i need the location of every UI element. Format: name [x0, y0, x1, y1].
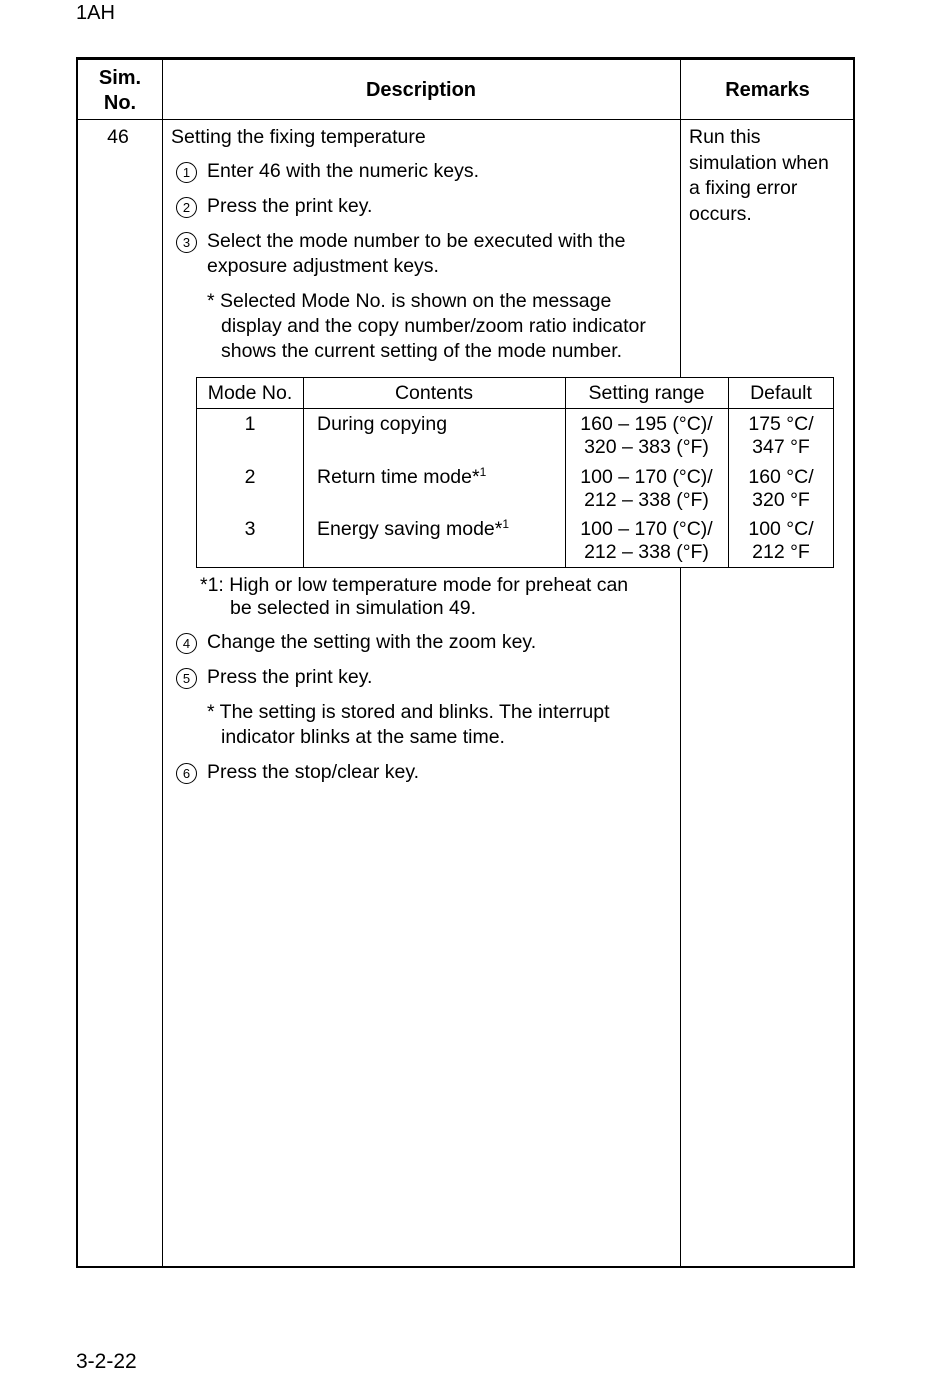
mode-table-header-mode: Mode No. [207, 382, 293, 404]
mode-number: 1 [244, 413, 256, 435]
mode-default: 100 °C/ 212 °F [748, 518, 814, 563]
mode-table-header-divider [197, 408, 833, 409]
mode-number: 3 [244, 518, 256, 540]
header-remarks: Remarks [725, 79, 810, 101]
step-6-text: Press the stop/clear key. [207, 761, 420, 783]
step-number-icon: 6 [176, 763, 197, 784]
mode-contents: During copying [317, 413, 448, 435]
column-divider [162, 60, 163, 1266]
header-description: Description [365, 79, 477, 101]
mode-table-header-default: Default [750, 382, 812, 404]
header-sim-no: Sim. No. [98, 67, 142, 114]
mode-range: 100 – 170 (°C)/ 212 – 338 (°F) [580, 466, 713, 511]
step-number-icon: 4 [176, 633, 197, 654]
mode-number: 2 [244, 466, 256, 488]
mode-table-header-range: Setting range [588, 382, 705, 404]
mode-range: 100 – 170 (°C)/ 212 – 338 (°F) [580, 518, 713, 563]
column-divider [680, 60, 681, 1266]
sim-number: 46 [107, 126, 129, 148]
step-1-text: Enter 46 with the numeric keys. [207, 160, 480, 182]
header-divider [78, 119, 853, 120]
step-3-text-line2: exposure adjustment keys. [207, 255, 439, 277]
header-code: 1AH [76, 2, 115, 24]
footnote-line: *1: High or low temperature mode for preheat can [200, 574, 629, 596]
step-number-icon: 5 [176, 668, 197, 689]
note-line: indicator blinks at the same time. [221, 726, 505, 748]
note-line: shows the current setting of the mode number. [221, 340, 623, 362]
footnote-line: be selected in simulation 49. [230, 597, 477, 619]
mode-contents: Energy saving mode*$^1$ [317, 517, 510, 540]
mode-table-header-contents: Contents [394, 382, 474, 404]
step-2-text: Press the print key. [207, 195, 373, 217]
note-line: * Selected Mode No. is shown on the message [207, 290, 612, 312]
description-title: Setting the fixing temperature [171, 126, 426, 148]
mode-table [196, 377, 834, 568]
mode-default: 160 °C/ 320 °F [748, 466, 814, 511]
remarks-text: Run this simulation when a fixing error occurs. [689, 126, 829, 225]
step-4-text: Change the setting with the zoom key. [207, 631, 537, 653]
step-number-icon: 2 [176, 197, 197, 218]
mode-table-divider [303, 378, 304, 567]
step-number-icon: 1 [176, 162, 197, 183]
mode-contents: Return time mode*$^1$ [317, 465, 487, 488]
step-5-text: Press the print key. [207, 666, 373, 688]
note-line: display and the copy number/zoom ratio indicator [221, 315, 646, 337]
step-3-text-line1: Select the mode number to be executed with the [207, 230, 626, 252]
mode-default: 175 °C/ 347 °F [748, 413, 814, 458]
note-line: * The setting is stored and blinks. The interrupt [207, 701, 610, 723]
step-number-icon: 3 [176, 232, 197, 253]
page-number: 3-2-22 [76, 1350, 137, 1373]
mode-range: 160 – 195 (°C)/ 320 – 383 (°F) [580, 413, 713, 458]
